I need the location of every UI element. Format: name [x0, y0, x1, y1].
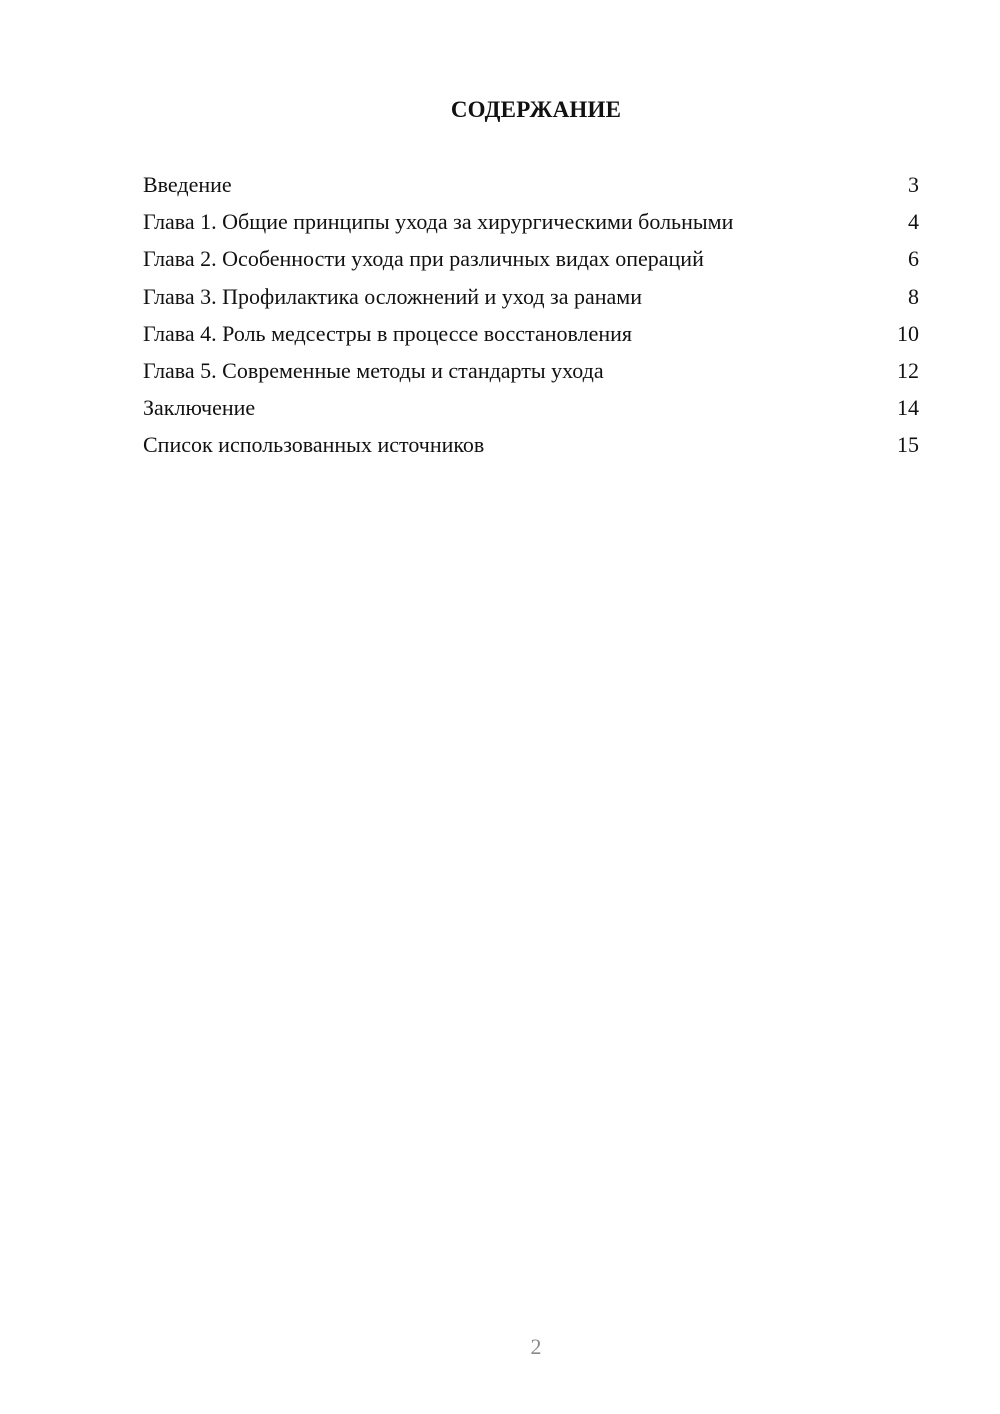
toc-item-page: 12: [897, 357, 919, 383]
toc-item-page: 14: [897, 395, 919, 421]
toc-item-page: 10: [897, 320, 919, 346]
toc-item-label: Глава 1. Общие принципы ухода за хирургическими больными: [143, 209, 734, 235]
toc-heading: СОДЕРЖАНИЕ: [450, 97, 622, 122]
toc-item-page: 4: [908, 209, 919, 235]
toc-item-page: 3: [908, 172, 919, 197]
toc-item-page: 15: [897, 432, 919, 458]
toc-item-label: Глава 2. Особенности ухода при различных видах операций: [143, 246, 704, 272]
toc-item-chapter-2: [143, 242, 919, 279]
toc-item-page: 8: [908, 283, 919, 309]
toc-item-label: Заключение: [143, 395, 256, 421]
page-number: 2: [530, 1334, 542, 1359]
table-of-contents: [143, 168, 919, 466]
toc-item-introduction: [143, 168, 919, 205]
toc-item-label: Глава 4. Роль медсестры в процессе восстановления: [143, 320, 632, 346]
toc-item-label: Глава 5. Современные методы и стандарты ухода: [143, 357, 604, 383]
toc-item-chapter-5: [143, 354, 919, 391]
toc-item-label: Глава 3. Профилактика осложнений и уход за ранами: [143, 283, 642, 309]
toc-item-chapter-4: [143, 317, 919, 354]
toc-item-chapter-3: [143, 280, 919, 317]
toc-item-page: 6: [908, 246, 919, 272]
toc-item-label: Список использованных источников: [143, 432, 485, 458]
toc-item-conclusion: [143, 391, 919, 428]
toc-item-references: [143, 428, 919, 465]
toc-item-label: Введение: [143, 172, 232, 197]
toc-item-chapter-1: [143, 205, 919, 242]
